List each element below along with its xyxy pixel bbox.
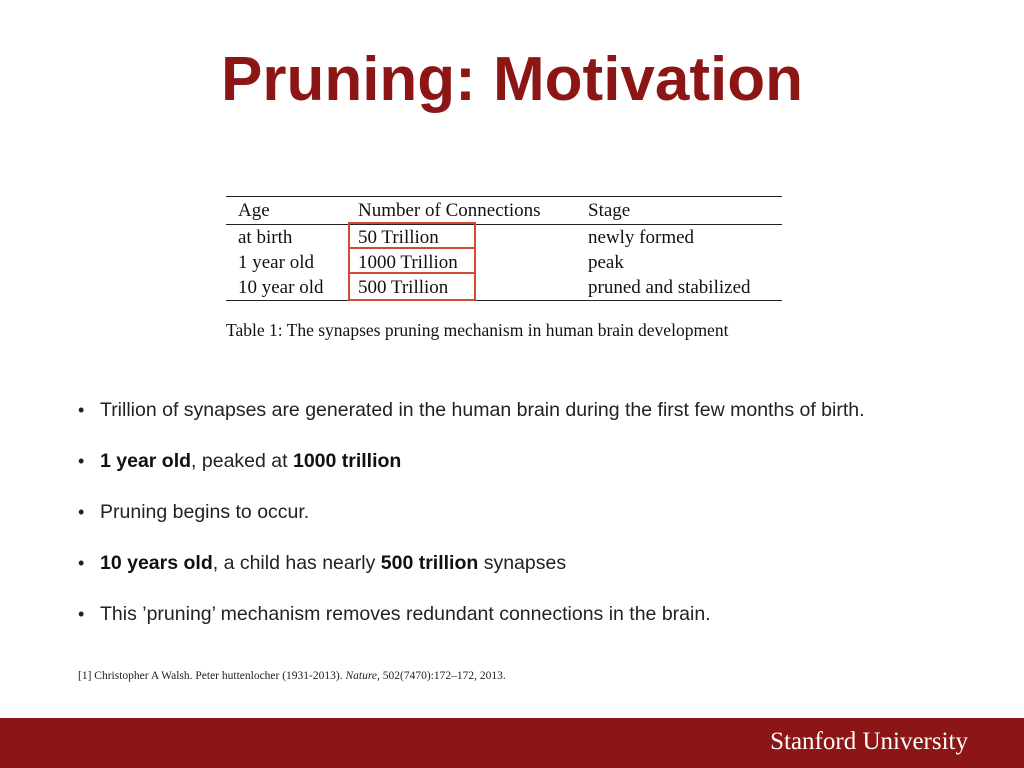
bullet-item [78,547,998,598]
bullet-text: , a child has nearly [212,552,381,574]
table-cell-age: 1 year old [238,252,314,273]
bullet-bold-text: 500 trillion [380,552,479,574]
highlight-box-connections-header [348,222,476,249]
reference-citation [78,670,506,682]
highlight-box-birth [348,247,476,274]
table-row [226,225,782,251]
bullet-list [78,394,998,649]
table-cell-age: at birth [238,227,293,248]
bullet-bold-text: 1 year old [100,450,192,472]
reference-prefix: [1] Christopher A Walsh. Peter huttenlocher (1931-2013). [78,670,346,682]
connections-table [226,196,782,301]
bullet-item [78,445,998,496]
footer-bar [0,718,1024,768]
bullet-item [78,598,998,649]
highlight-box-peak [348,272,476,301]
stanford-logo-text: Stanford University [770,728,968,755]
table-row [226,250,782,275]
bullet-text: Pruning begins to occur. [100,501,310,523]
table-cell-stage: newly formed [588,227,695,248]
bullet-text: synapses [478,552,567,574]
bullet-dot: • [78,451,85,471]
reference-suffix: , 502(7470):172–172, 2013. [377,670,506,682]
table-cell-connections: 1000 Trillion [358,252,458,273]
table-cell-age: 10 year old [226,275,346,301]
bullet-dot: • [78,553,85,573]
table-cell-stage: peak [588,252,624,273]
bullet-item [78,496,998,547]
column-header-stage: Stage [576,197,782,225]
connections-table-container [226,196,782,301]
bullet-text: This ’pruning’ mechanism removes redundant connections in the brain. [100,603,711,625]
column-header-age: Age [226,197,346,225]
table-header-row [226,197,782,225]
bullet-text: , peaked at [191,450,293,472]
bullet-item [78,394,998,445]
table-caption: Table 1: The synapses pruning mechanism in human brain development [226,320,729,340]
slide-title: Pruning: Motivation [220,45,804,114]
reference-journal: Nature [345,670,377,682]
bullet-bold-text: 1000 trillion [292,450,402,472]
table-cell-stage: pruned and stabilized [576,275,782,301]
bullet-bold-text: 10 years old [100,552,213,574]
table-cell-connections: 50 Trillion [358,227,439,248]
bullet-dot: • [78,400,85,420]
table-cell-connections: 500 Trillion [346,275,576,301]
bullet-dot: • [78,604,85,624]
bullet-text: Trillion of synapses are generated in the human brain during the first few months of birth. [100,399,865,421]
column-header-connections: Number of Connections [346,197,576,225]
bullet-dot: • [78,502,85,522]
table-row [226,275,782,301]
